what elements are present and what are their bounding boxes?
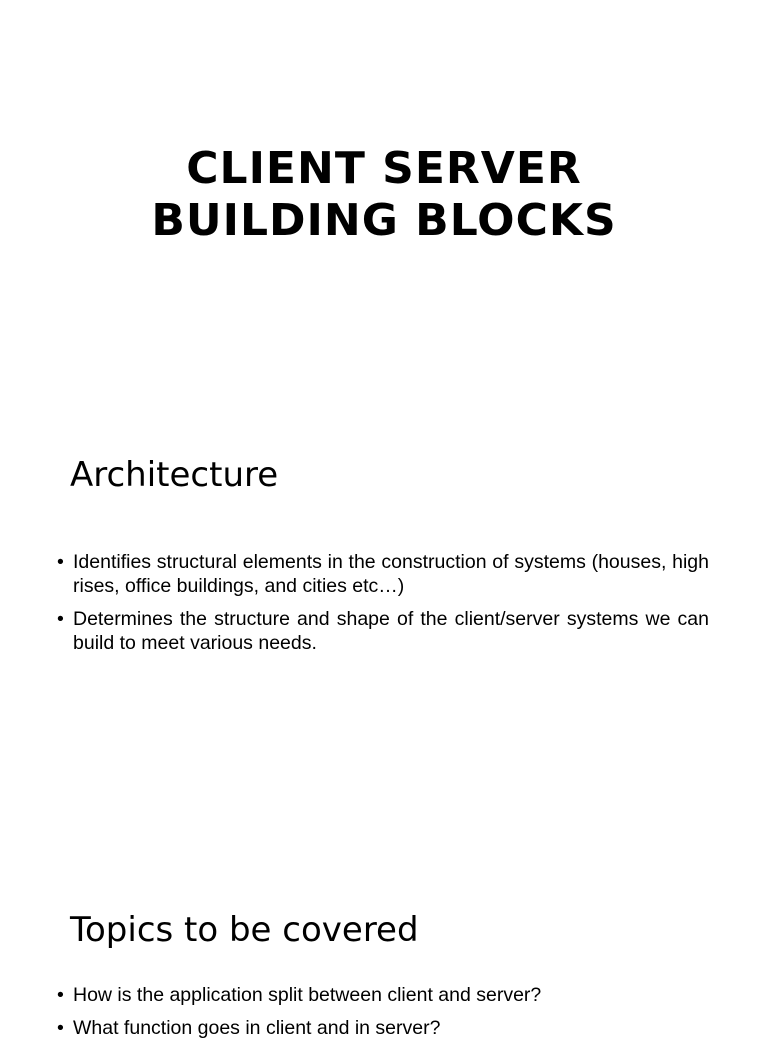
architecture-bullet-list xyxy=(57,550,709,664)
topics-heading: Topics to be covered xyxy=(70,910,419,950)
bullet-icon: • xyxy=(57,551,64,573)
list-item xyxy=(57,983,709,1007)
bullet-icon: • xyxy=(57,984,64,1006)
topics-bullet-list xyxy=(57,983,709,1049)
title-line-1: CLIENT SERVER xyxy=(186,143,582,195)
topics-slide xyxy=(0,870,768,1039)
bullet-text: How is the application split between client and server? xyxy=(73,984,542,1006)
bullet-text: Determines the structure and shape of the client/server systems we can build to meet various needs. xyxy=(73,608,709,654)
list-item xyxy=(57,1016,709,1040)
title-slide xyxy=(0,0,768,420)
architecture-slide xyxy=(0,420,768,870)
bullet-icon: • xyxy=(57,608,64,630)
bullet-text: Identifies structural elements in the construction of systems (houses, high rises, office buildings, and cities etc…) xyxy=(73,551,709,597)
architecture-heading: Architecture xyxy=(70,455,279,495)
title-line-2: BUILDING BLOCKS xyxy=(151,195,617,247)
bullet-text: What function goes in client and in server? xyxy=(73,1017,441,1039)
list-item xyxy=(57,550,709,598)
list-item xyxy=(57,607,709,655)
bullet-icon: • xyxy=(57,1017,64,1039)
presentation-title xyxy=(0,143,768,247)
